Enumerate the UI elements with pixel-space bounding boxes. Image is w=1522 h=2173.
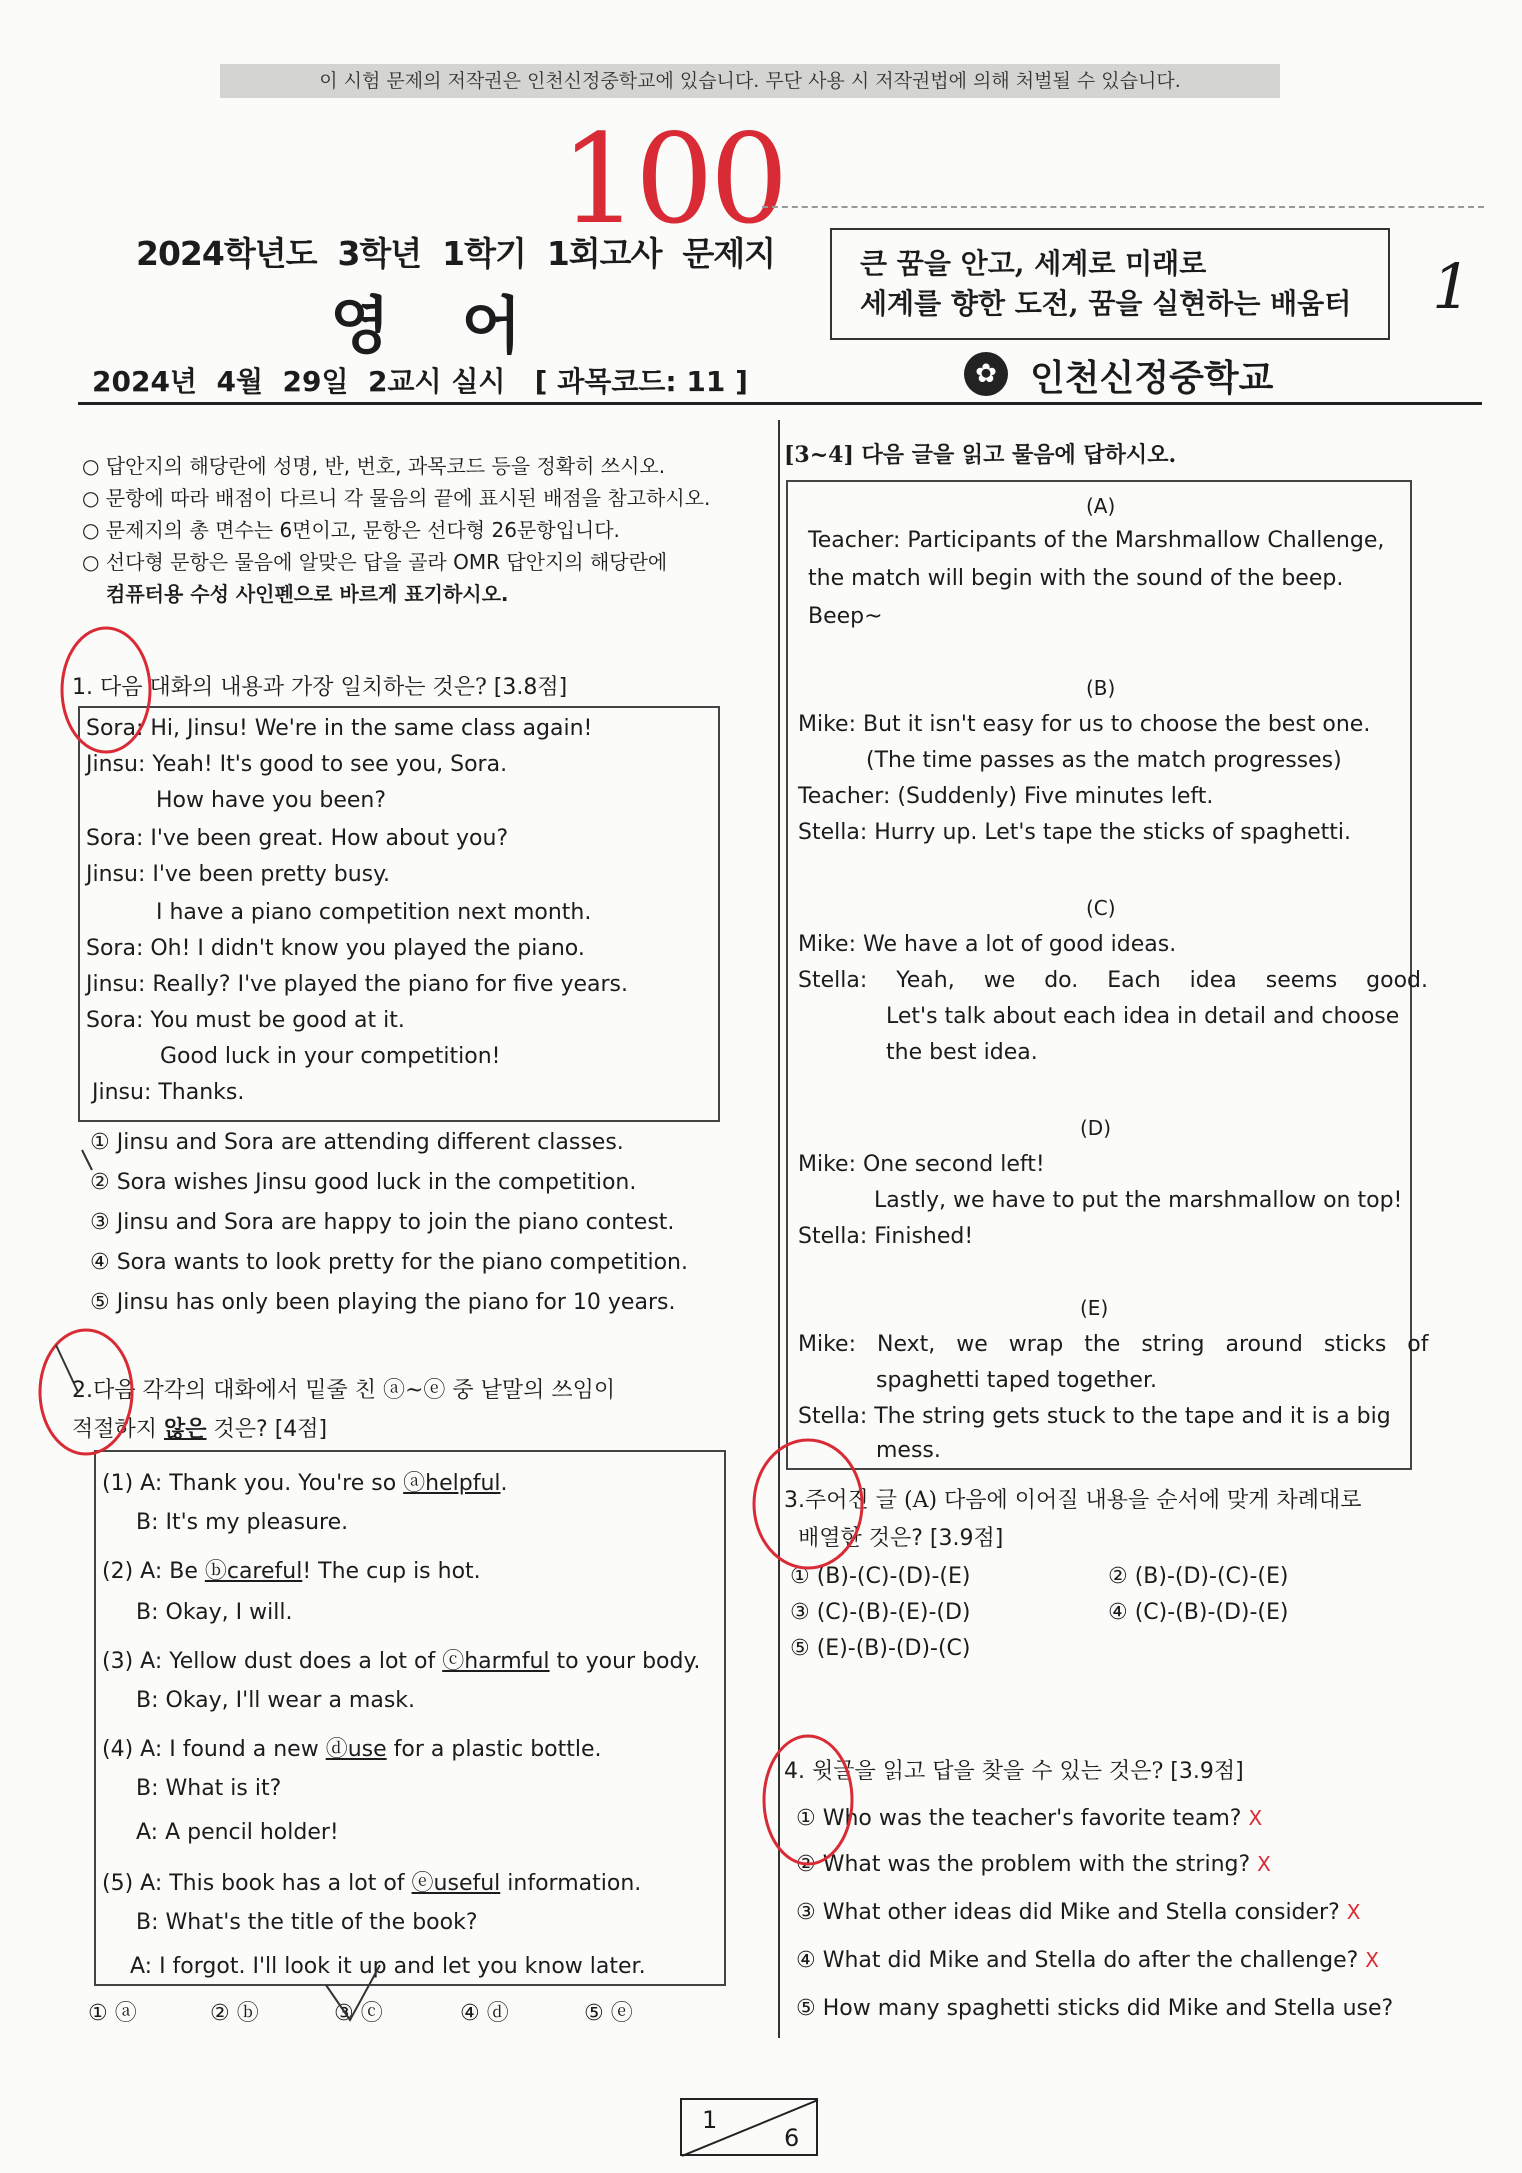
text: (5) A: This book has a lot of	[102, 1871, 412, 1896]
exam-title: 2024학년도 3학년 1학기 1회고사 문제지	[136, 234, 776, 273]
passage-line: Stella: Hurry up. Let's tape the sticks of spaghetti.	[798, 820, 1351, 845]
instruction-item: ○ 문제지의 총 면수는 6면이고, 문항은 선다형 26문항입니다.	[82, 518, 620, 542]
dialogue-line: B: What's the title of the book?	[136, 1910, 478, 1935]
option-text: ④ What did Mike and Stella do after the challenge?	[796, 1948, 1359, 1973]
dialogue-line: B: Okay, I'll wear a mask.	[136, 1688, 416, 1713]
current-page: 1	[702, 2106, 718, 2134]
text: (1) A: Thank you. You're so	[102, 1471, 404, 1496]
dialogue-line: Sora: I've been great. How about you?	[86, 826, 509, 851]
dialogue-line: A: I forgot. I'll look it up and let you know later.	[130, 1954, 646, 1979]
passage-line: (The time passes as the match progresses)	[866, 748, 1342, 773]
q2-option-3[interactable]: ③ ⓒ	[334, 2001, 383, 2026]
q2-text-emphasis: 않은	[164, 1416, 207, 1442]
q1-circle-mark	[62, 628, 150, 752]
wrong-mark: X	[1257, 1852, 1271, 1876]
underlined-word-a: ⓐhelpful	[403, 1471, 501, 1496]
dialogue-line: Good luck in your competition!	[160, 1044, 501, 1069]
passage-line: the best idea.	[886, 1040, 1038, 1065]
text: (2) A: Be	[102, 1559, 205, 1584]
passage-line: Stella: The string gets stuck to the tape and it is a big	[798, 1404, 1391, 1429]
dialogue-line: Sora: Hi, Jinsu! We're in the same class again!	[86, 716, 593, 741]
text: information.	[500, 1871, 642, 1896]
passage-line: Stella: Yeah, we do. Each idea seems good.	[798, 968, 1429, 993]
school-logo-icon: ✿	[964, 352, 1008, 396]
text: (4) A: I found a new	[102, 1737, 326, 1762]
dialogue-line: I have a piano competition next month.	[156, 900, 592, 925]
wrong-mark: X	[1248, 1806, 1263, 1830]
q3-text-line1: 주어진 글 (A) 다음에 이어질 내용을 순서에 맞게 차례대로	[805, 1488, 1362, 1513]
text: ! The cup is hot.	[302, 1559, 481, 1584]
q4-text: 윗글을 읽고 답을 찾을 수 있는 것은?	[812, 1759, 1164, 1784]
instruction-item: ○ 선다형 문항은 물음에 알맞은 답을 골라 OMR 답안지의 해당란에	[82, 550, 668, 574]
total-pages: 6	[784, 2124, 800, 2152]
text: .	[500, 1471, 508, 1496]
underlined-word-c: ⓒharmful	[442, 1649, 550, 1674]
passage-line: Let's talk about each idea in detail and choose	[886, 1004, 1400, 1029]
passage-line: spaghetti taped together.	[876, 1368, 1157, 1393]
text: for a plastic bottle.	[386, 1737, 602, 1762]
q2-text-post: 것은? [4점]	[206, 1417, 328, 1442]
motto-line-1: 큰 꿈을 안고, 세계로 미래로	[860, 247, 1207, 280]
q1-option-4[interactable]: ④ Sora wants to look pretty for the piano competition.	[90, 1250, 688, 1275]
wrong-mark: X	[1365, 1948, 1379, 1972]
q3-text-line2: 배열한 것은? [3.9점]	[798, 1526, 1004, 1551]
passage-header: [3~4] 다음 글을 읽고 물음에 답하시오.	[784, 442, 1177, 468]
q2-answer-check	[326, 1965, 380, 2020]
q3-option-4[interactable]: ④ (C)-(B)-(D)-(E)	[1108, 1600, 1289, 1625]
section-label-a: (A)	[1086, 494, 1116, 518]
underlined-word-e: ⓔuseful	[411, 1871, 501, 1896]
q2-option-4[interactable]: ④ ⓓ	[460, 2001, 509, 2026]
q3-circle-mark	[754, 1440, 862, 1568]
q2-number: 2.	[72, 1378, 93, 1403]
instruction-item: 컴퓨터용 수성 사인펜으로 바르게 표기하시오.	[106, 582, 509, 606]
instruction-item: ○ 답안지의 해당란에 성명, 반, 번호, 과목코드 등을 정확히 쓰시오.	[82, 454, 666, 478]
motto-line-2: 세계를 향한 도전, 꿈을 실현하는 배움터	[860, 287, 1352, 320]
passage-line: Stella: Finished!	[798, 1224, 974, 1249]
q1-pencil-check	[82, 1150, 92, 1170]
dialogue-line: Jinsu: I've been pretty busy.	[86, 862, 390, 887]
q2-text-pre: 적절하지	[72, 1417, 165, 1442]
q3-option-3[interactable]: ③ (C)-(B)-(E)-(D)	[790, 1600, 971, 1625]
dialogue-line: A: A pencil holder!	[136, 1820, 339, 1845]
q2-option-5[interactable]: ⑤ ⓔ	[584, 2001, 633, 2026]
q1-option-2[interactable]: ② Sora wishes Jinsu good luck in the competition.	[90, 1170, 637, 1195]
section-label-d: (D)	[1080, 1116, 1112, 1140]
q2-circle-mark	[40, 1330, 132, 1454]
option-text: ① Who was the teacher's favorite team?	[796, 1806, 1242, 1831]
option-text: ③ What other ideas did Mike and Stella consider?	[796, 1900, 1340, 1925]
q4-option-5[interactable]: ⑤ How many spaghetti sticks did Mike and Stella use?	[796, 1996, 1394, 2021]
q4-circle-mark	[764, 1736, 852, 1864]
copyright-banner: 이 시험 문제의 저작권은 인천신정중학교에 있습니다. 무단 사용 시 저작권법에 의해 처벌될 수 있습니다.	[220, 64, 1280, 98]
dialogue-line: B: What is it?	[136, 1776, 282, 1801]
q2-text-line1: 다음 각각의 대화에서 밑줄 친 ⓐ~ⓔ 중 낱말의 쓰임이	[93, 1378, 616, 1403]
text: to your body.	[549, 1649, 701, 1674]
section-label-c: (C)	[1086, 896, 1116, 920]
q1-option-5[interactable]: ⑤ Jinsu has only been playing the piano for 10 years.	[90, 1290, 676, 1315]
passage-line: Teacher: Participants of the Marshmallow Challenge,	[808, 528, 1385, 553]
dialogue-line: Jinsu: Really? I've played the piano for five years.	[86, 972, 628, 997]
dialogue-line: B: Okay, I will.	[136, 1600, 293, 1625]
wrong-mark: X	[1346, 1900, 1361, 1924]
passage-line: mess.	[876, 1438, 941, 1463]
section-label-e: (E)	[1080, 1296, 1109, 1320]
q3-option-1[interactable]: ① (B)-(C)-(D)-(E)	[790, 1564, 971, 1589]
page-indicator	[680, 2098, 818, 2156]
q1-option-1[interactable]: ① Jinsu and Sora are attending different classes.	[90, 1130, 624, 1155]
exam-date-line: 2024년 4월 29일 2교시 실시 [ 과목코드: 11 ]	[92, 365, 748, 398]
subject-title: 영 어	[330, 289, 522, 362]
dialogue-line: B: It's my pleasure.	[136, 1510, 349, 1535]
dialogue-line: Sora: Oh! I didn't know you played the piano.	[86, 936, 585, 961]
q3-number: 3.	[784, 1488, 805, 1513]
q2-pencil-check	[56, 1345, 78, 1392]
q1-points: [3.8점]	[493, 675, 568, 700]
underlined-word-b: ⓑcareful	[204, 1559, 303, 1584]
passage-line: Mike: One second left!	[798, 1152, 1045, 1177]
q3-option-2[interactable]: ② (B)-(D)-(C)-(E)	[1108, 1564, 1289, 1589]
instruction-item: ○ 문항에 따라 배점이 다르니 각 물음의 끝에 표시된 배점을 참고하시오.	[82, 486, 711, 510]
dialogue-line: Sora: You must be good at it.	[86, 1008, 405, 1033]
page-number-mark: 1	[1432, 250, 1472, 323]
dialogue-line: Jinsu: Yeah! It's good to see you, Sora.	[86, 752, 508, 777]
q1-option-3[interactable]: ③ Jinsu and Sora are happy to join the piano contest.	[90, 1210, 675, 1235]
section-label-b: (B)	[1086, 676, 1116, 700]
passage-line: Mike: We have a lot of good ideas.	[798, 932, 1177, 957]
dialogue-line: How have you been?	[156, 788, 387, 813]
q2-option-2[interactable]: ② ⓑ	[210, 2001, 259, 2026]
passage-line: Mike: Next, we wrap the string around sticks of	[798, 1332, 1429, 1357]
q3-option-5[interactable]: ⑤ (E)-(B)-(D)-(C)	[790, 1636, 971, 1661]
passage-line: the match will begin with the sound of the beep.	[808, 566, 1344, 591]
text: (3) A: Yellow dust does a lot of	[102, 1649, 443, 1674]
q1-number: 1.	[72, 675, 93, 700]
passage-line: Mike: But it isn't easy for us to choose the best one.	[798, 712, 1371, 737]
underlined-word-d: ⓓuse	[325, 1737, 387, 1762]
dialogue-line: Jinsu: Thanks.	[92, 1080, 245, 1105]
passage-line: Lastly, we have to put the marshmallow on top!	[874, 1188, 1403, 1213]
passage-line: Teacher: (Suddenly) Five minutes left.	[798, 784, 1214, 809]
school-name: 인천신정중학교	[1030, 358, 1274, 399]
q2-option-1[interactable]: ① ⓐ	[88, 2001, 137, 2026]
option-text: ② What was the problem with the string?	[796, 1852, 1251, 1877]
q4-points: [3.9점]	[1170, 1759, 1244, 1784]
passage-line: Beep~	[808, 604, 883, 629]
q1-text: 다음 대화의 내용과 가장 일치하는 것은?	[100, 675, 487, 700]
q4-number: 4.	[784, 1759, 805, 1784]
score-mark: 100	[560, 108, 785, 252]
